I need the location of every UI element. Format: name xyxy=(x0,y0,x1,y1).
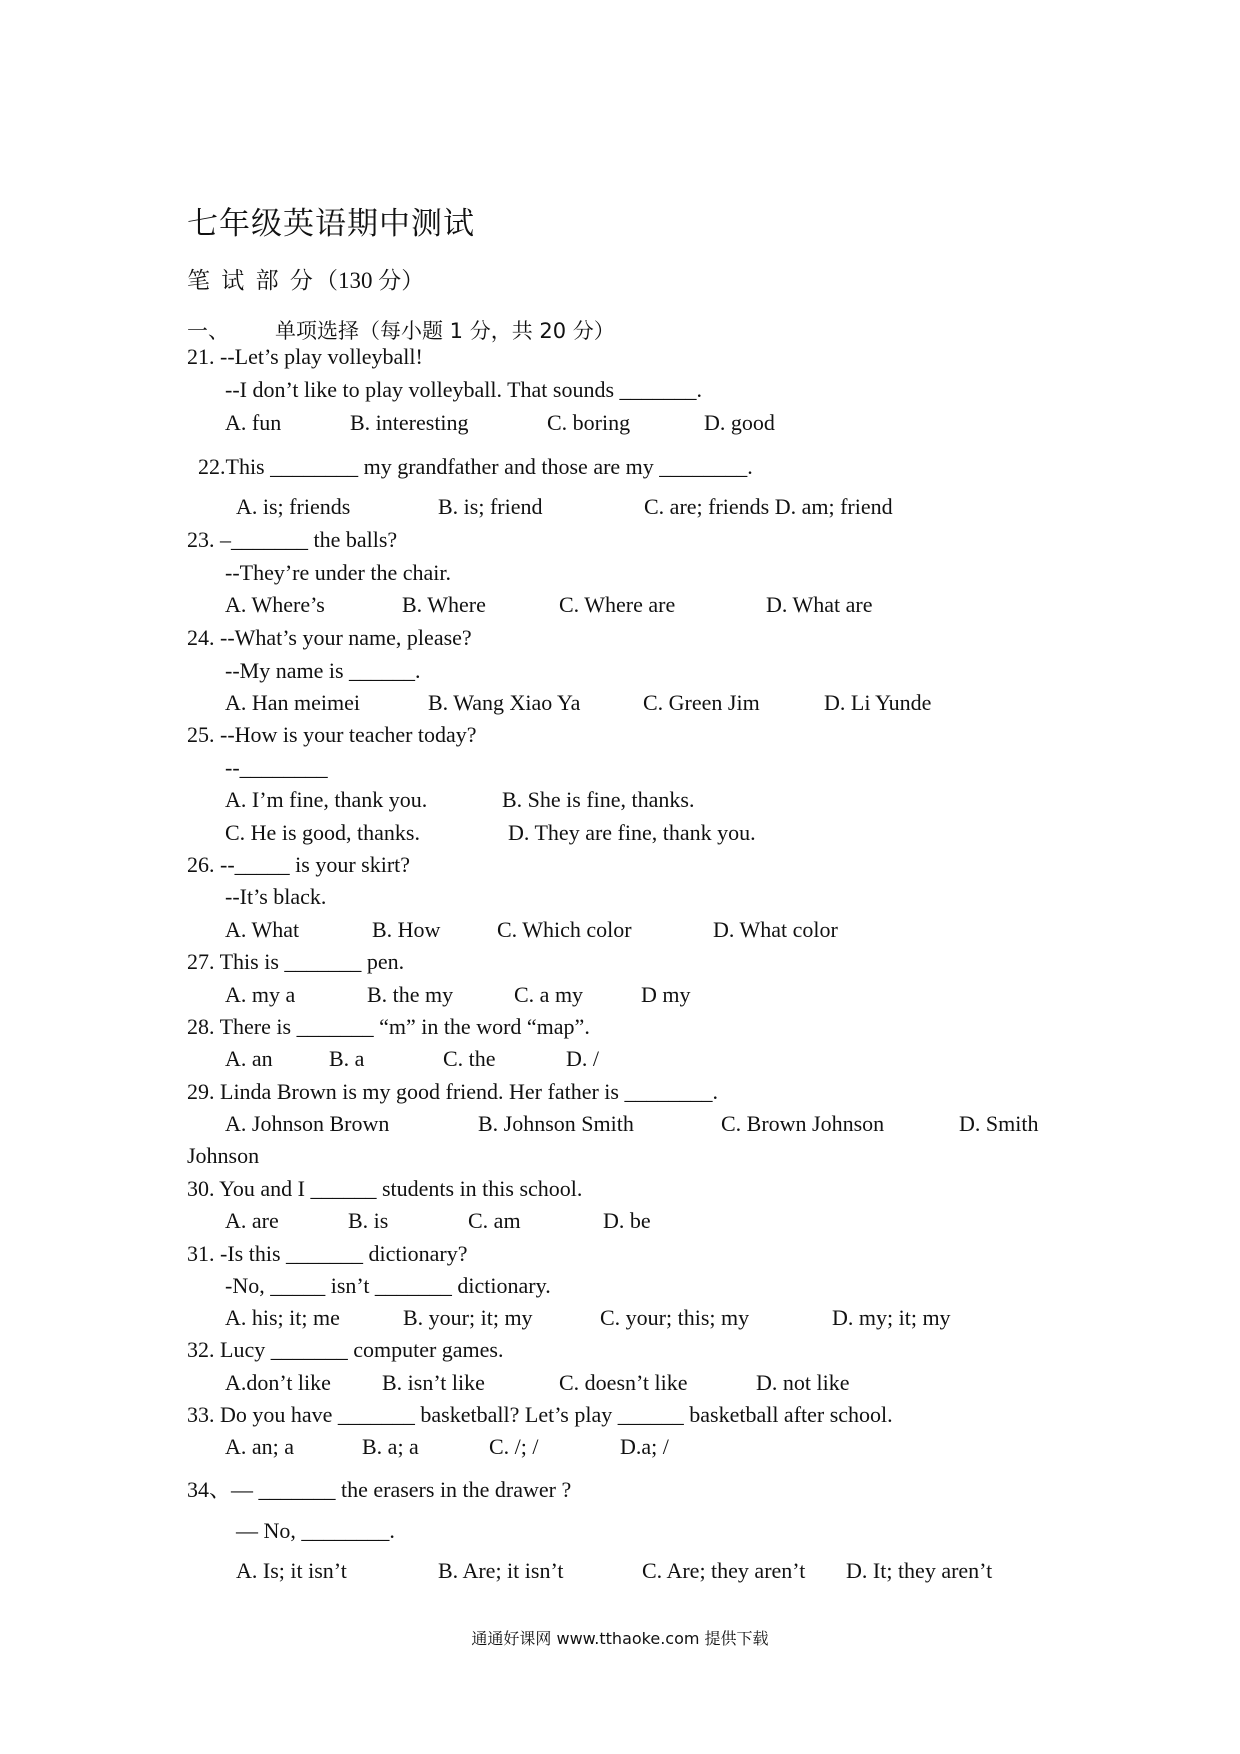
question-26-line2: --It’s black. xyxy=(225,884,327,909)
part-label: 单项选择（每小题 1 分，共 20 分） xyxy=(275,319,615,343)
question-21-option-a[interactable]: A. fun xyxy=(225,410,282,435)
page-title: 七年级英语期中测试 xyxy=(187,206,475,242)
question-28-stem: 28. There is _______ “m” in the word “map”. xyxy=(187,1014,590,1039)
question-31-line2: -No, _____ isn’t _______ dictionary. xyxy=(225,1273,551,1298)
question-23-stem: 23. –_______ the balls? xyxy=(187,527,398,552)
question-22-option-b[interactable]: B. is; friend xyxy=(438,494,543,519)
question-33-option-d[interactable]: D.a; / xyxy=(620,1434,669,1459)
question-31-option-b[interactable]: B. your; it; my xyxy=(403,1305,533,1330)
question-27-option-b[interactable]: B. the my xyxy=(367,982,454,1007)
question-22-stem: 22.This ________ my grandfather and those are my ________. xyxy=(198,454,753,479)
question-30-option-d[interactable]: D. be xyxy=(603,1208,651,1233)
question-31-option-c[interactable]: C. your; this; my xyxy=(600,1305,750,1330)
question-33-stem: 33. Do you have _______ basketball? Let’s play ______ basketball after school. xyxy=(187,1402,893,1427)
footer-source: 通通好课网 www.tthaoke.com 提供下载 xyxy=(471,1629,769,1648)
question-25-option-b[interactable]: B. She is fine, thanks. xyxy=(502,787,695,812)
question-28-option-c[interactable]: C. the xyxy=(443,1046,496,1071)
question-32-stem: 32. Lucy _______ computer games. xyxy=(187,1337,504,1362)
question-26-option-c[interactable]: C. Which color xyxy=(497,917,632,942)
question-26-option-b[interactable]: B. How xyxy=(372,917,441,942)
question-25-option-a[interactable]: A. I’m fine, thank you. xyxy=(225,787,428,812)
question-31-option-d[interactable]: D. my; it; my xyxy=(832,1305,951,1330)
question-25-option-c[interactable]: C. He is good, thanks. xyxy=(225,820,420,845)
question-23-option-a[interactable]: A. Where’s xyxy=(225,592,325,617)
question-22-option-cd[interactable]: C. are; friends D. am; friend xyxy=(644,494,893,519)
question-30-option-a[interactable]: A. are xyxy=(225,1208,279,1233)
question-31-stem: 31. -Is this _______ dictionary? xyxy=(187,1241,468,1266)
question-29-option-d-wrap: Johnson xyxy=(187,1143,260,1168)
question-24-line2: --My name is ______. xyxy=(225,658,421,683)
question-28-option-b[interactable]: B. a xyxy=(329,1046,365,1071)
question-29-option-b[interactable]: B. Johnson Smith xyxy=(478,1111,634,1136)
question-28-option-d[interactable]: D. / xyxy=(566,1046,599,1071)
section-score: （130 分） xyxy=(314,268,425,293)
question-27-option-c[interactable]: C. a my xyxy=(514,982,584,1007)
question-32-option-c[interactable]: C. doesn’t like xyxy=(559,1370,688,1395)
question-32-option-a[interactable]: A.don’t like xyxy=(225,1370,331,1395)
question-34-option-b[interactable]: B. Are; it isn’t xyxy=(438,1558,564,1583)
question-29-option-c[interactable]: C. Brown Johnson xyxy=(721,1111,885,1136)
question-32-option-b[interactable]: B. isn’t like xyxy=(382,1370,485,1395)
question-21-line2: --I don’t like to play volleyball. That sounds _______. xyxy=(225,377,703,402)
question-23-option-b[interactable]: B. Where xyxy=(402,592,486,617)
question-34-line2: — No, ________. xyxy=(236,1518,395,1543)
question-23-option-c[interactable]: C. Where are xyxy=(559,592,676,617)
question-24-option-d[interactable]: D. Li Yunde xyxy=(824,690,932,715)
question-34-stem: 34、— _______ the erasers in the drawer ? xyxy=(187,1477,572,1502)
section-label: 笔 试 部 分 xyxy=(187,268,315,294)
question-34-option-c[interactable]: C. Are; they aren’t xyxy=(642,1558,806,1583)
part-number: 一、 xyxy=(187,319,229,343)
question-25-stem: 25. --How is your teacher today? xyxy=(187,722,477,747)
question-29-option-a[interactable]: A. Johnson Brown xyxy=(225,1111,390,1136)
question-24-option-b[interactable]: B. Wang Xiao Ya xyxy=(428,690,581,715)
question-27-option-a[interactable]: A. my a xyxy=(225,982,296,1007)
question-23-line2: --They’re under the chair. xyxy=(225,560,451,585)
question-25-option-d[interactable]: D. They are fine, thank you. xyxy=(508,820,756,845)
question-30-stem: 30. You and I ______ students in this school. xyxy=(187,1176,583,1201)
question-27-option-d[interactable]: D my xyxy=(641,982,691,1007)
question-34-option-d[interactable]: D. It; they aren’t xyxy=(846,1558,993,1583)
question-22-option-a[interactable]: A. is; friends xyxy=(236,494,351,519)
question-21-option-c[interactable]: C. boring xyxy=(547,410,631,435)
question-33-option-c[interactable]: C. /; / xyxy=(489,1434,539,1459)
question-21-option-d[interactable]: D. good xyxy=(704,410,775,435)
question-23-option-d[interactable]: D. What are xyxy=(766,592,873,617)
question-33-option-a[interactable]: A. an; a xyxy=(225,1434,295,1459)
question-21-stem: 21. --Let’s play volleyball! xyxy=(187,344,423,369)
question-30-option-c[interactable]: C. am xyxy=(468,1208,521,1233)
question-29-stem: 29. Linda Brown is my good friend. Her father is ________. xyxy=(187,1079,718,1104)
question-24-option-a[interactable]: A. Han meimei xyxy=(225,690,361,715)
question-32-option-d[interactable]: D. not like xyxy=(756,1370,850,1395)
question-26-stem: 26. --_____ is your skirt? xyxy=(187,852,411,877)
question-25-line2: --________ xyxy=(225,755,328,780)
question-34-option-a[interactable]: A. Is; it isn’t xyxy=(236,1558,347,1583)
question-29-option-d[interactable]: D. Smith xyxy=(959,1111,1039,1136)
question-33-option-b[interactable]: B. a; a xyxy=(362,1434,419,1459)
question-24-option-c[interactable]: C. Green Jim xyxy=(643,690,760,715)
question-30-option-b[interactable]: B. is xyxy=(348,1208,389,1233)
question-26-option-a[interactable]: A. What xyxy=(225,917,300,942)
question-28-option-a[interactable]: A. an xyxy=(225,1046,273,1071)
question-27-stem: 27. This is _______ pen. xyxy=(187,949,405,974)
question-31-option-a[interactable]: A. his; it; me xyxy=(225,1305,340,1330)
question-21-option-b[interactable]: B. interesting xyxy=(350,410,469,435)
question-24-stem: 24. --What’s your name, please? xyxy=(187,625,472,650)
question-26-option-d[interactable]: D. What color xyxy=(713,917,838,942)
